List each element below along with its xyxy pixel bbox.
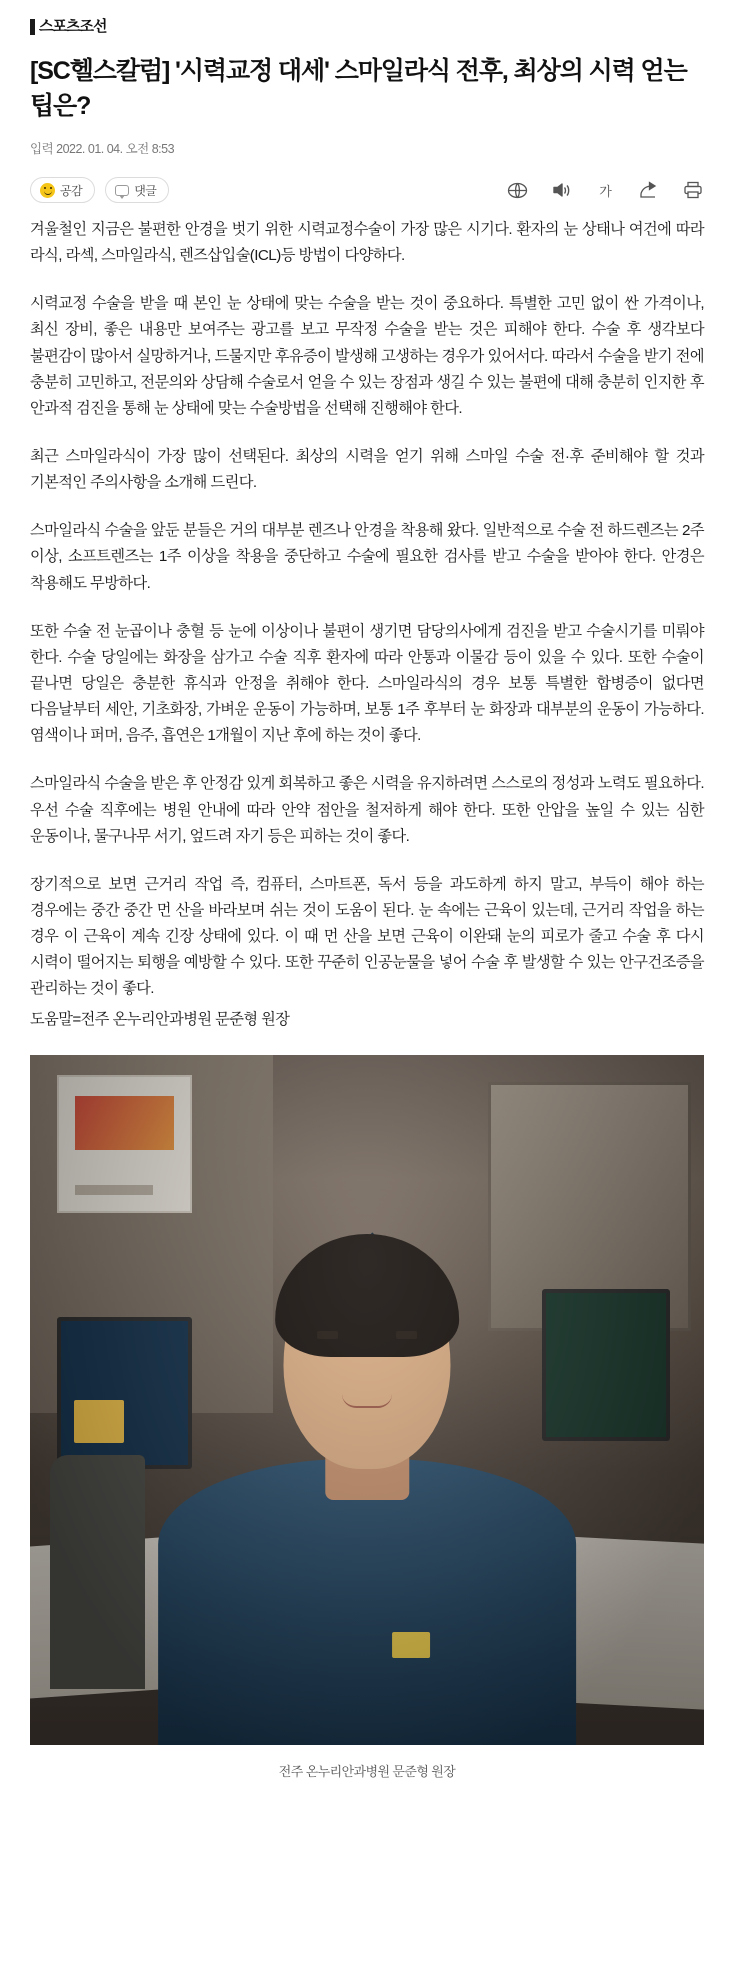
article-paragraph: 최근 스마일라식이 가장 많이 선택된다. 최상의 시력을 얻기 위해 스마일 수술 전·후 준비해야 할 것과 기본적인 주의사항을 소개해 드린다. — [30, 447, 704, 492]
article-credit: 도움말=전주 온누리안과병원 문준형 원장 — [30, 1010, 290, 1028]
smile-icon — [40, 183, 55, 198]
font-size-icon[interactable] — [594, 179, 616, 201]
article-paragraph: 겨울철인 지금은 불편한 안경을 벗기 위한 시력교정수술이 가장 많은 시기다. 환자의 눈 상태나 여건에 따라 라식, 라섹, 스마일라식, 렌즈삽입술(ICL)등 방법이 다양하다. — [30, 221, 704, 265]
print-icon[interactable] — [682, 179, 704, 201]
speaker-icon[interactable] — [550, 179, 572, 201]
site-logo-row — [30, 14, 704, 40]
like-button-label: 공감 — [60, 183, 83, 198]
article-dateline: 입력 2022. 01. 04. 오전 8:53 — [30, 142, 175, 156]
article-paragraph: 스마일라식 수술을 앞둔 분들은 거의 대부분 렌즈나 안경을 착용해 왔다. 일반적으로 수술 전 하드렌즈는 2주 이상, 소프트렌즈는 1주 이상을 착용을 중단하고 수술에 필요한 검사를 받고 수술을 받아야 한다. 안경은 착용해도 무방하다. — [30, 522, 704, 592]
article-paragraph: 스마일라식 수술을 받은 후 안정감 있게 회복하고 좋은 시력을 유지하려면 스스로의 정성과 노력도 필요하다. 우선 수술 직후에는 병원 안내에 따라 안약 점안을 철저하게 해야 한다. 또한 안압을 높일 수 있는 심한 운동이나, 물구나무 서기, 엎드려 자기 등은 피하는 것이 좋다. — [30, 775, 704, 845]
toolbar-left-group — [30, 177, 169, 203]
font-size-label: 가 — [599, 183, 611, 199]
doctor-photo — [30, 1055, 704, 1745]
comment-button[interactable] — [105, 177, 169, 203]
page-title: [SC헬스칼럼] '시력교정 대세' 스마일라식 전후, 최상의 시력 얻는 팁은? — [30, 57, 687, 120]
article-figure — [30, 1055, 704, 1780]
article-paragraph: 장기적으로 보면 근거리 작업 즉, 컴퓨터, 스마트폰, 독서 등을 과도하게 하지 말고, 부득이 해야 하는 경우에는 중간 중간 먼 산을 바라보며 쉬는 것이 도움이 된다. 눈 속에는 근육이 있는데, 근거리 작업을 하는 경우 이 근육이 계속 긴장 상태에 있다. 이 때 먼 산을 보면 근육이 이완돼 눈의 피로가 줄고 수술 후 다시 시력이 떨어지는 퇴행을 예방할 수 있다. 또한 꾸준히 인공눈물을 넣어 수술 후 발생할 수 있는 안구건조증을 관리하는 것이 좋다. — [30, 875, 704, 998]
comment-bubble-icon — [115, 185, 129, 196]
like-button[interactable] — [30, 177, 95, 203]
article-paragraph: 시력교정 수술을 받을 때 본인 눈 상태에 맞는 수술을 받는 것이 중요하다. 특별한 고민 없이 싼 가격이나, 최신 장비, 좋은 내용만 보여주는 광고를 보고 무작정 수술을 받는 것은 피해야 한다. 수술 후 생각보다 불편감이 많아서 실망하거나, 드물지만 후유증이 발생해 고생하는 경우가 있어서다. 따라서 수술을 받기 전에 충분히 고민하고, 전문의와 상담해 수술로서 얻을 수 있는 장점과 생길 수 있는 불편에 대해 충분히 인지한 후 안과적 검진을 통해 눈 상태에 맞는 수술방법을 선택해 진행해야 한다. — [30, 295, 704, 417]
toolbar-right-group — [506, 179, 704, 201]
figure-caption: 전주 온누리안과병원 문준형 원장 — [278, 1763, 456, 1779]
comment-button-label: 댓글 — [134, 183, 157, 198]
share-icon[interactable] — [638, 179, 660, 201]
article-body — [30, 217, 704, 1033]
article-toolbar — [30, 171, 704, 217]
article-paragraph: 또한 수술 전 눈곱이나 충혈 등 눈에 이상이나 불편이 생기면 담당의사에게 검진을 받고 수술시기를 미뤄야 한다. 수술 당일에는 화장을 삼가고 수술 직후 환자에 따라 안통과 이물감 등이 있을 수 있다. 또한 수술이 끝나면 당일은 충분한 휴식과 안정을 취해야 한다. 스마일라식의 경우 보통 특별한 합병증이 없다면 다음날부터 세안, 기초화장, 가벼운 운동이 가능하며, 보통 1주 후부터 눈 화장과 대부분의 운동이 가능하다. 염색이나 퍼머, 음주, 흡연은 1개월이 지난 후에 하는 것이 좋다. — [30, 622, 704, 745]
person-figure — [158, 1234, 576, 1745]
site-logo[interactable]: 스포츠조선 — [30, 19, 106, 35]
translate-icon[interactable] — [506, 179, 528, 201]
